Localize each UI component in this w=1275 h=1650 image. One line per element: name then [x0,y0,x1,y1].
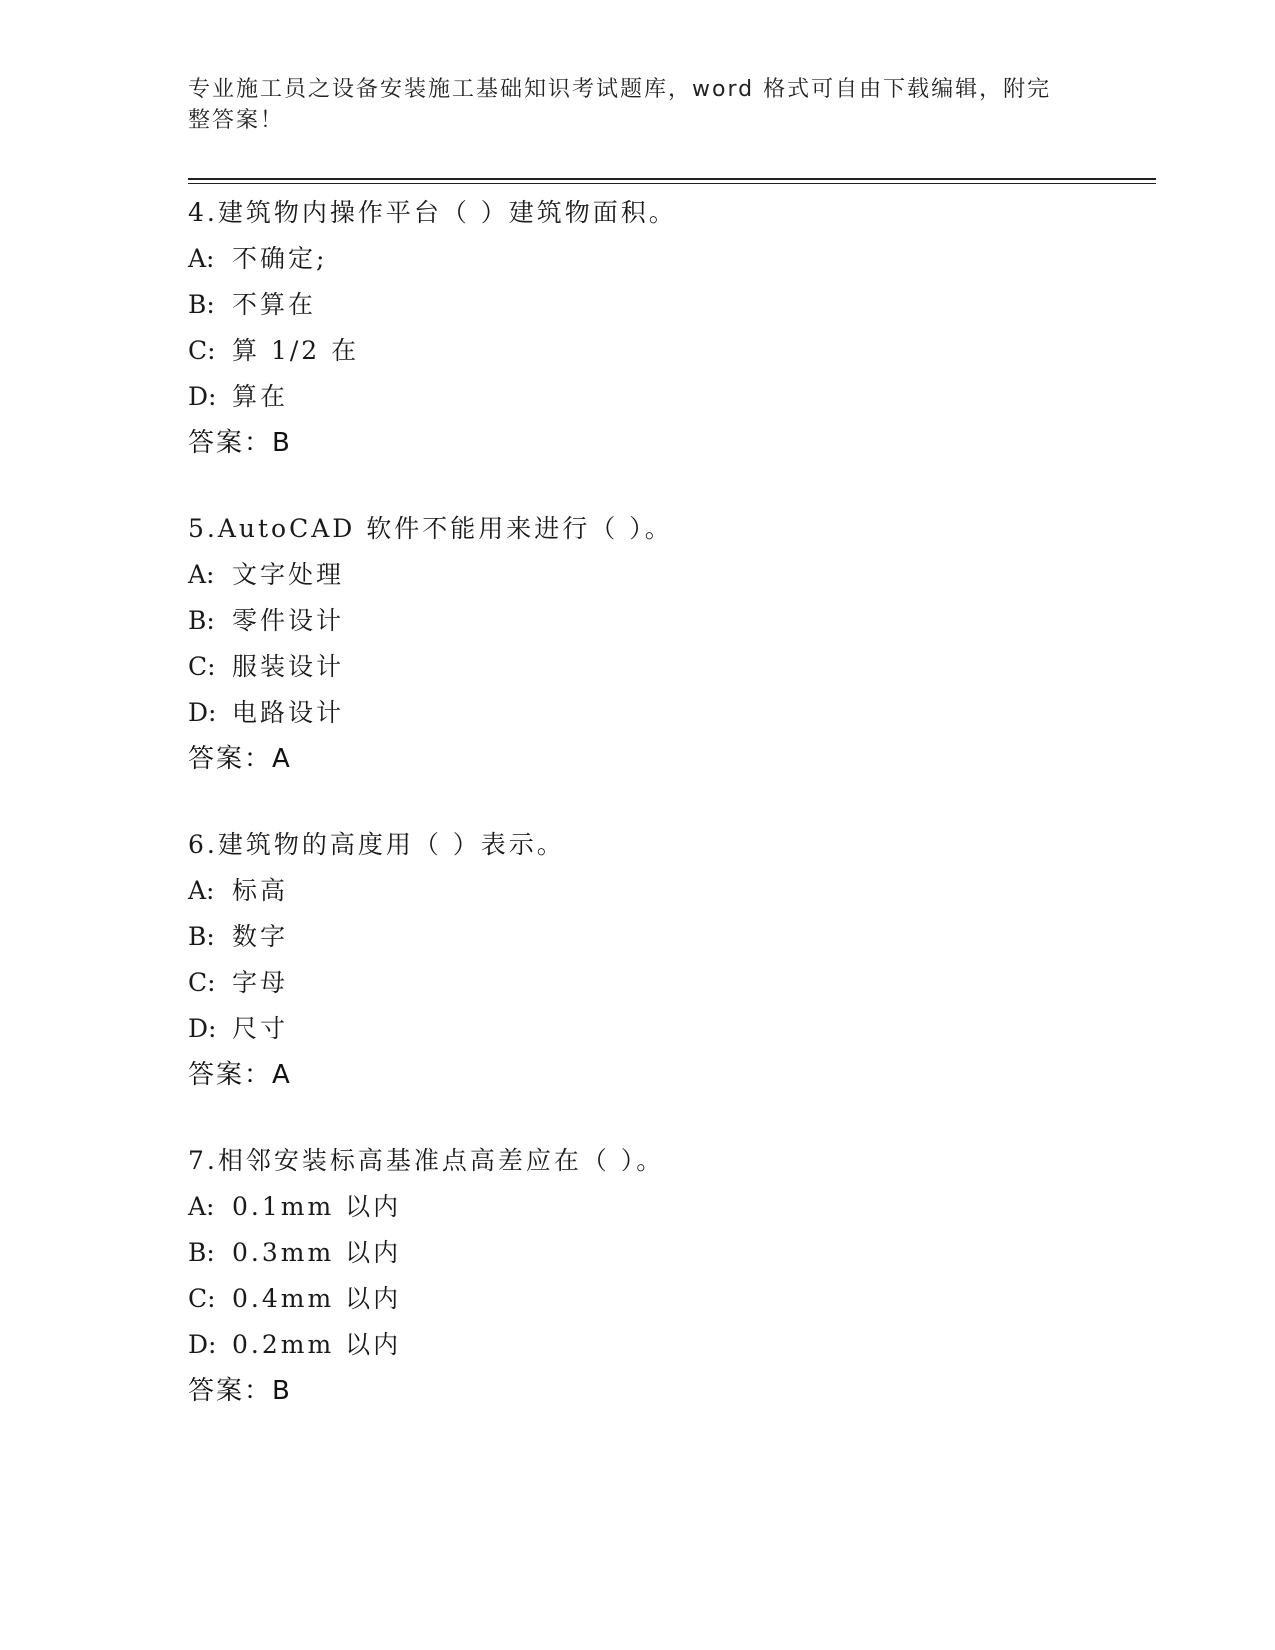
option-c [188,328,1148,374]
answer-line [188,736,1148,782]
option-text: 0.2mm 以内 [232,1330,402,1359]
question-stem: 4.建筑物内操作平台（ ）建筑物面积。 [188,198,677,227]
option-text: 不确定; [232,244,328,273]
option-text: 0.4mm 以内 [232,1284,402,1313]
option-c [188,960,1148,1006]
option-text: 算 1/2 在 [232,336,360,365]
option-c [188,644,1148,690]
option-label: A: [188,560,215,589]
option-text: 0.1mm 以内 [232,1192,402,1221]
header-divider-thick [188,178,1156,180]
question-stem: 6.建筑物的高度用（ ）表示。 [188,830,565,859]
option-text: 电路设计 [232,698,345,727]
option-label: D: [188,1330,217,1359]
option-c [188,1276,1148,1322]
question-5 [188,506,1148,782]
option-d [188,690,1148,736]
option-b [188,598,1148,644]
option-a [188,552,1148,598]
option-label: D: [188,382,217,411]
answer-line [188,1368,1148,1414]
option-label: A: [188,876,215,905]
option-label: D: [188,698,217,727]
option-d [188,1006,1148,1052]
option-label: B: [188,1238,215,1267]
answer-line [188,1052,1148,1098]
answer-prefix: 答案： [188,1376,273,1406]
header-divider-thin [188,183,1156,184]
option-label: A: [188,1192,215,1221]
option-text: 算在 [232,382,289,411]
header-line-2: 整答案！ [188,108,285,133]
question-6 [188,822,1148,1098]
option-b [188,914,1148,960]
option-label: C: [188,968,216,997]
option-label: C: [188,1284,216,1313]
option-label: B: [188,922,215,951]
header-line-1: 专业施工员之设备安装施工基础知识考试题库，word 格式可自由下载编辑，附完 [188,77,1052,102]
option-a [188,1184,1148,1230]
option-d [188,1322,1148,1368]
option-label: B: [188,606,215,635]
option-label: B: [188,290,215,319]
answer-line [188,420,1148,466]
option-text: 不算在 [232,290,317,319]
question-list [188,190,1148,1454]
option-text: 0.3mm 以内 [232,1238,402,1267]
option-a [188,868,1148,914]
option-label: C: [188,336,216,365]
answer-value: B [272,428,292,458]
question-stem: 5.AutoCAD 软件不能用来进行（ ）。 [188,514,673,543]
option-text: 数字 [232,922,289,951]
option-b [188,1230,1148,1276]
option-label: C: [188,652,216,681]
option-text: 标高 [232,876,289,905]
option-a [188,236,1148,282]
option-b [188,282,1148,328]
question-7 [188,1138,1148,1414]
option-d [188,374,1148,420]
document-header [188,74,1068,136]
answer-prefix: 答案： [188,744,273,774]
option-text: 服装设计 [232,652,345,681]
answer-value: B [272,1376,292,1406]
option-label: D: [188,1014,217,1043]
answer-value: A [272,1060,292,1090]
option-text: 尺寸 [232,1014,289,1043]
option-label: A: [188,244,215,273]
option-text: 字母 [232,968,289,997]
question-4 [188,190,1148,466]
question-stem: 7.相邻安装标高基准点高差应在（ ）。 [188,1146,665,1175]
answer-prefix: 答案： [188,1060,273,1090]
option-text: 文字处理 [232,560,345,589]
option-text: 零件设计 [232,606,345,635]
answer-value: A [272,744,292,774]
answer-prefix: 答案： [188,428,273,458]
